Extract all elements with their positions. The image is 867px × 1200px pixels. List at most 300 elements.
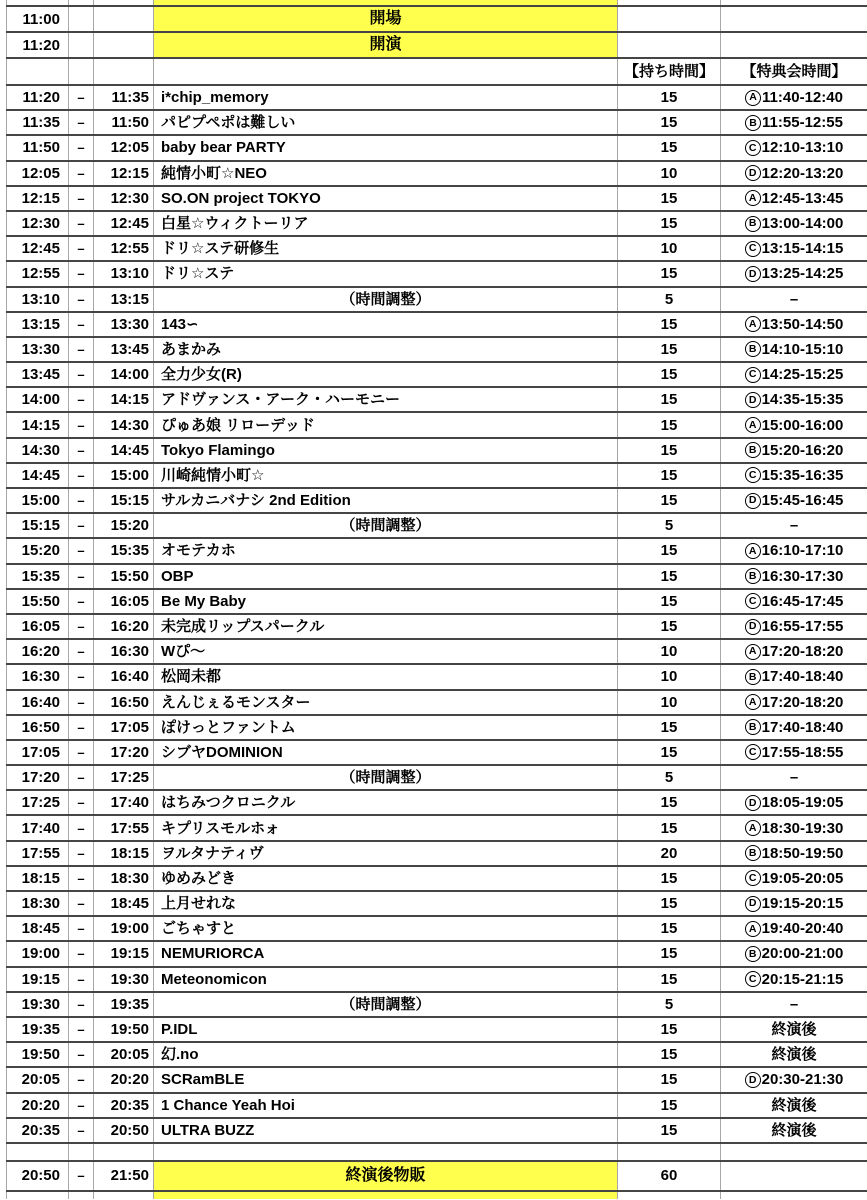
tokuten-cell (720, 388, 867, 411)
duration-cell: 15 (617, 464, 720, 487)
start-time-cell (6, 59, 68, 84)
end-time-cell: 20:35 (93, 1094, 153, 1117)
start-time-cell: 17:20 (6, 766, 68, 789)
tokuten-time: – (789, 517, 799, 535)
tokuten-time: 12:10-13:10 (761, 139, 844, 157)
tokuten-time: 20:30-21:30 (761, 1071, 844, 1089)
start-time-cell: 13:30 (6, 338, 68, 361)
duration-cell: 15 (617, 816, 720, 839)
tokuten-slot-badge: D (745, 266, 761, 282)
tokuten-time: 19:15-20:15 (761, 895, 844, 913)
start-time-cell: 12:30 (6, 212, 68, 235)
dash-cell: – (68, 590, 93, 613)
act-name-cell: キプリスモルホォ (153, 816, 617, 839)
act-name-cell: 川崎純情小町☆ (153, 464, 617, 487)
start-time-cell: 14:45 (6, 464, 68, 487)
timetable-row (6, 590, 867, 615)
act-name-cell: P.IDL (153, 1018, 617, 1041)
dash-cell: – (68, 162, 93, 185)
timetable-row (6, 363, 867, 388)
tokuten-slot-badge: C (745, 593, 761, 609)
tokuten-cell (720, 338, 867, 361)
end-time-cell: 16:20 (93, 615, 153, 638)
tokuten-header: 【特典会時間】 (720, 59, 867, 84)
tokuten-time: 13:50-14:50 (761, 315, 844, 333)
dash-cell: – (68, 842, 93, 865)
dash-cell: – (68, 313, 93, 336)
tokuten-time: 19:40-20:40 (761, 920, 844, 938)
highlight-label-cell (153, 1192, 617, 1200)
start-time-cell: 16:20 (6, 640, 68, 663)
timetable-row (6, 33, 867, 59)
end-time-cell: 16:05 (93, 590, 153, 613)
duration-cell: 15 (617, 313, 720, 336)
timetable-row (6, 1119, 867, 1144)
tokuten-time: 15:45-16:45 (761, 492, 844, 510)
timetable-row (6, 237, 867, 262)
tokuten-time: 15:20-16:20 (761, 441, 844, 459)
timetable-row (6, 413, 867, 438)
start-time-cell (6, 0, 68, 5)
tokuten-time: 17:55-18:55 (761, 743, 844, 761)
timetable-row (6, 464, 867, 489)
act-name-cell: SO.ON project TOKYO (153, 187, 617, 210)
tokuten-slot-badge: B (745, 719, 761, 735)
tokuten-slot-badge: C (745, 140, 761, 156)
tokuten-time: 終演後 (771, 1096, 817, 1114)
dash-cell (68, 1192, 93, 1200)
end-time-cell: 19:30 (93, 968, 153, 991)
end-time-cell: 15:20 (93, 514, 153, 537)
dash-cell: – (68, 111, 93, 134)
act-name-cell: 上月せれな (153, 892, 617, 915)
end-time-cell (93, 0, 153, 5)
start-time-cell: 11:20 (6, 33, 68, 57)
end-time-cell (93, 33, 153, 57)
tokuten-cell (720, 363, 867, 386)
end-time-cell: 18:30 (93, 867, 153, 890)
tokuten-time: 13:15-14:15 (761, 240, 844, 258)
timetable-row (6, 968, 867, 993)
tokuten-cell (720, 1192, 867, 1200)
tokuten-slot-badge: A (745, 820, 761, 836)
dash-cell: – (68, 514, 93, 537)
duration-cell: 15 (617, 615, 720, 638)
end-time-cell: 17:25 (93, 766, 153, 789)
tokuten-slot-badge: A (745, 90, 761, 106)
end-time-cell: 17:05 (93, 716, 153, 739)
duration-cell: 15 (617, 716, 720, 739)
act-name-cell: Meteonomicon (153, 968, 617, 991)
start-time-cell: 16:50 (6, 716, 68, 739)
end-time-cell: 14:15 (93, 388, 153, 411)
duration-cell: 15 (617, 338, 720, 361)
start-time-cell: 12:05 (6, 162, 68, 185)
dash-cell: – (68, 464, 93, 487)
tokuten-slot-badge: D (745, 619, 761, 635)
end-time-cell: 19:50 (93, 1018, 153, 1041)
tokuten-cell (720, 1068, 867, 1091)
timetable-sheet (6, 0, 867, 1199)
tokuten-cell (720, 1018, 867, 1041)
tokuten-time: 13:25-14:25 (761, 265, 844, 283)
tokuten-time: 18:50-19:50 (761, 844, 844, 862)
dash-cell: – (68, 1018, 93, 1041)
tokuten-slot-badge: B (745, 216, 761, 232)
duration-cell: 15 (617, 86, 720, 109)
start-time-cell: 11:00 (6, 7, 68, 31)
end-time-cell: 21:50 (93, 1162, 153, 1190)
act-name-cell: （時間調整） (153, 766, 617, 789)
dash-cell: – (68, 388, 93, 411)
tokuten-cell (720, 7, 867, 31)
tokuten-slot-badge: B (745, 669, 761, 685)
act-name-cell (153, 1144, 617, 1160)
end-time-cell: 12:05 (93, 136, 153, 159)
duration-header: 【持ち時間】 (617, 59, 720, 84)
tokuten-cell (720, 565, 867, 588)
start-time-cell: 14:15 (6, 413, 68, 436)
dash-cell: – (68, 816, 93, 839)
tokuten-slot-badge: B (745, 568, 761, 584)
end-time-cell: 16:30 (93, 640, 153, 663)
highlight-label-cell: 開場 (153, 7, 617, 31)
act-name-cell: 1 Chance Yeah Hoi (153, 1094, 617, 1117)
tokuten-time: – (789, 995, 799, 1013)
duration-cell: 15 (617, 111, 720, 134)
tokuten-cell (720, 1094, 867, 1117)
duration-cell: 15 (617, 1068, 720, 1091)
tokuten-cell (720, 313, 867, 336)
tokuten-slot-badge: B (745, 845, 761, 861)
timetable-row (6, 1068, 867, 1093)
start-time-cell: 20:20 (6, 1094, 68, 1117)
timetable-row (6, 514, 867, 539)
timetable-row (6, 162, 867, 187)
timetable-row (6, 439, 867, 464)
act-name-cell: Wぴ～ (153, 640, 617, 663)
tokuten-time: 12:20-13:20 (761, 164, 844, 182)
tokuten-time: 14:35-15:35 (761, 391, 844, 409)
duration-cell: 10 (617, 162, 720, 185)
tokuten-slot-badge: B (745, 115, 761, 131)
duration-cell: 5 (617, 766, 720, 789)
tokuten-time: 14:25-15:25 (761, 366, 844, 384)
dash-cell: – (68, 942, 93, 965)
end-time-cell: 14:00 (93, 363, 153, 386)
start-time-cell: 11:35 (6, 111, 68, 134)
tokuten-cell (720, 842, 867, 865)
dash-cell (68, 1144, 93, 1160)
dash-cell: – (68, 86, 93, 109)
tokuten-time: 17:40-18:40 (761, 668, 844, 686)
timetable-row (6, 816, 867, 841)
tokuten-time: 11:40-12:40 (762, 89, 843, 107)
end-time-cell: 12:45 (93, 212, 153, 235)
dash-cell (68, 59, 93, 84)
timetable-row (6, 892, 867, 917)
end-time-cell: 12:30 (93, 187, 153, 210)
tokuten-time: – (789, 769, 799, 787)
dash-cell: – (68, 565, 93, 588)
timetable-row (6, 615, 867, 640)
dash-cell: – (68, 539, 93, 562)
tokuten-time: 終演後 (771, 1021, 817, 1039)
duration-cell: 15 (617, 1018, 720, 1041)
dash-cell: – (68, 640, 93, 663)
act-name-cell: はちみつクロニクル (153, 791, 617, 814)
start-time-cell: 11:50 (6, 136, 68, 159)
act-name-cell: ドリ☆ステ研修生 (153, 237, 617, 260)
dash-cell: – (68, 867, 93, 890)
tokuten-time: 20:00-21:00 (761, 945, 844, 963)
tokuten-cell (720, 590, 867, 613)
end-time-cell: 17:55 (93, 816, 153, 839)
tokuten-slot-badge: C (745, 744, 761, 760)
tokuten-slot-badge: D (745, 165, 761, 181)
duration-cell: 20 (617, 842, 720, 865)
tokuten-slot-badge: C (745, 870, 761, 886)
timetable-row (6, 187, 867, 212)
tokuten-cell (720, 892, 867, 915)
timetable-row (6, 565, 867, 590)
start-time-cell: 18:30 (6, 892, 68, 915)
tokuten-cell (720, 1119, 867, 1142)
duration-cell (617, 0, 720, 5)
duration-cell (617, 1144, 720, 1160)
tokuten-time: 19:05-20:05 (761, 869, 844, 887)
timetable-row (6, 313, 867, 338)
act-name-cell: オモテカホ (153, 539, 617, 562)
timetable-row (6, 288, 867, 313)
tokuten-cell (720, 1043, 867, 1066)
start-time-cell: 19:30 (6, 993, 68, 1016)
tokuten-cell (720, 993, 867, 1016)
act-name-cell: 白星☆ウィクトーリア (153, 212, 617, 235)
tokuten-cell (720, 237, 867, 260)
act-name-cell: ULTRA BUZZ (153, 1119, 617, 1142)
timetable-row (6, 691, 867, 716)
timetable-row (6, 842, 867, 867)
act-name-cell (153, 59, 617, 84)
duration-cell: 15 (617, 439, 720, 462)
act-name-cell: SCRamBLE (153, 1068, 617, 1091)
dash-cell: – (68, 338, 93, 361)
tokuten-time: 13:00-14:00 (761, 215, 844, 233)
duration-cell: 15 (617, 388, 720, 411)
dash-cell: – (68, 187, 93, 210)
end-time-cell: 17:40 (93, 791, 153, 814)
duration-cell: 15 (617, 917, 720, 940)
tokuten-time: – (789, 290, 799, 308)
tokuten-slot-badge: A (745, 316, 761, 332)
tokuten-time: 終演後 (771, 1046, 817, 1064)
end-time-cell: 18:45 (93, 892, 153, 915)
tokuten-cell (720, 816, 867, 839)
start-time-cell: 18:45 (6, 917, 68, 940)
tokuten-cell (720, 1162, 867, 1190)
tokuten-cell (720, 86, 867, 109)
tokuten-cell (720, 539, 867, 562)
timetable-row (6, 539, 867, 564)
duration-cell: 15 (617, 565, 720, 588)
dash-cell: – (68, 691, 93, 714)
end-time-cell: 20:05 (93, 1043, 153, 1066)
tokuten-time: 16:10-17:10 (761, 542, 844, 560)
dash-cell (68, 7, 93, 31)
tokuten-slot-badge: A (745, 190, 761, 206)
act-name-cell: アドヴァンス・アーク・ハーモニー (153, 388, 617, 411)
end-time-cell: 13:30 (93, 313, 153, 336)
dash-cell: – (68, 439, 93, 462)
act-name-cell: 幻.no (153, 1043, 617, 1066)
start-time-cell: 16:40 (6, 691, 68, 714)
tokuten-slot-badge: B (745, 341, 761, 357)
duration-cell: 15 (617, 136, 720, 159)
tokuten-cell (720, 0, 867, 5)
start-time-cell: 19:15 (6, 968, 68, 991)
timetable-row (6, 388, 867, 413)
act-name-cell: OBP (153, 565, 617, 588)
timetable-row (6, 212, 867, 237)
tokuten-time: 12:45-13:45 (761, 189, 844, 207)
start-time-cell: 17:25 (6, 791, 68, 814)
timetable-row (6, 136, 867, 161)
tokuten-slot-badge: A (745, 543, 761, 559)
tokuten-cell (720, 741, 867, 764)
start-time-cell: 11:20 (6, 86, 68, 109)
timetable-row (6, 262, 867, 287)
tokuten-cell (720, 766, 867, 789)
end-time-cell: 20:20 (93, 1068, 153, 1091)
duration-cell: 5 (617, 993, 720, 1016)
start-time-cell: 13:10 (6, 288, 68, 311)
timetable-row (6, 741, 867, 766)
tokuten-time: 17:20-18:20 (761, 643, 844, 661)
end-time-cell (93, 1144, 153, 1160)
tokuten-time: 15:00-16:00 (761, 416, 844, 434)
act-name-cell: 143∽ (153, 313, 617, 336)
start-time-cell: 15:15 (6, 514, 68, 537)
duration-cell: 15 (617, 1043, 720, 1066)
timetable-row (6, 867, 867, 892)
tokuten-slot-badge: B (745, 946, 761, 962)
tokuten-slot-badge: D (745, 493, 761, 509)
cropped-highlight-row (6, 1192, 867, 1200)
dash-cell: – (68, 716, 93, 739)
act-name-cell: ごちゃすと (153, 917, 617, 940)
tokuten-cell (720, 716, 867, 739)
start-time-cell: 19:00 (6, 942, 68, 965)
start-time-cell: 12:45 (6, 237, 68, 260)
header-row (6, 59, 867, 86)
end-time-cell: 15:00 (93, 464, 153, 487)
tokuten-cell (720, 791, 867, 814)
timetable-row (6, 1094, 867, 1119)
tokuten-cell (720, 867, 867, 890)
duration-cell: 15 (617, 363, 720, 386)
duration-cell: 15 (617, 741, 720, 764)
tokuten-cell (720, 968, 867, 991)
dash-cell: – (68, 766, 93, 789)
duration-cell: 10 (617, 691, 720, 714)
start-time-cell: 16:05 (6, 615, 68, 638)
tokuten-slot-badge: A (745, 417, 761, 433)
start-time-cell: 17:55 (6, 842, 68, 865)
dash-cell: – (68, 1094, 93, 1117)
end-time-cell (93, 1192, 153, 1200)
dash-cell: – (68, 917, 93, 940)
timetable-row (6, 640, 867, 665)
end-time-cell: 14:45 (93, 439, 153, 462)
tokuten-cell (720, 136, 867, 159)
dash-cell: – (68, 1068, 93, 1091)
timetable-row (6, 7, 867, 33)
start-time-cell: 19:35 (6, 1018, 68, 1041)
dash-cell: – (68, 288, 93, 311)
timetable-row (6, 766, 867, 791)
tokuten-cell (720, 489, 867, 512)
start-time-cell: 15:50 (6, 590, 68, 613)
tokuten-cell (720, 917, 867, 940)
tokuten-cell (720, 691, 867, 714)
dash-cell: – (68, 665, 93, 688)
start-time-cell: 12:55 (6, 262, 68, 285)
act-name-cell: 松岡未都 (153, 665, 617, 688)
end-time-cell: 11:35 (93, 86, 153, 109)
closing-sales-row (6, 1162, 867, 1192)
end-time-cell: 15:15 (93, 489, 153, 512)
end-time-cell (93, 7, 153, 31)
timetable-row (6, 1043, 867, 1068)
timetable-row (6, 993, 867, 1018)
act-name-cell: 純情小町☆NEO (153, 162, 617, 185)
end-time-cell (93, 59, 153, 84)
tokuten-time: 17:40-18:40 (761, 718, 844, 736)
act-name-cell: ぴゅあ娘 リローデッド (153, 413, 617, 436)
act-name-cell: （時間調整） (153, 514, 617, 537)
tokuten-time: 14:10-15:10 (761, 340, 844, 358)
start-time-cell: 20:05 (6, 1068, 68, 1091)
tokuten-time: 17:20-18:20 (761, 693, 844, 711)
act-name-cell: あまかみ (153, 338, 617, 361)
tokuten-slot-badge: B (745, 442, 761, 458)
end-time-cell: 16:50 (93, 691, 153, 714)
act-name-cell: NEMURIORCA (153, 942, 617, 965)
end-time-cell: 15:50 (93, 565, 153, 588)
dash-cell: – (68, 413, 93, 436)
act-name-cell: ヲルタナティヴ (153, 842, 617, 865)
end-time-cell: 11:50 (93, 111, 153, 134)
tokuten-cell (720, 262, 867, 285)
dash-cell: – (68, 1043, 93, 1066)
dash-cell: – (68, 136, 93, 159)
act-name-cell: i*chip_memory (153, 86, 617, 109)
duration-cell: 10 (617, 640, 720, 663)
duration-cell: 15 (617, 212, 720, 235)
dash-cell: – (68, 363, 93, 386)
tokuten-cell (720, 665, 867, 688)
dash-cell: – (68, 615, 93, 638)
timetable-row (6, 489, 867, 514)
tokuten-cell (720, 212, 867, 235)
start-time-cell: 13:15 (6, 313, 68, 336)
act-name-cell: 未完成リップスパークル (153, 615, 617, 638)
tokuten-cell (720, 413, 867, 436)
start-time-cell: 17:40 (6, 816, 68, 839)
dash-cell: – (68, 1119, 93, 1142)
tokuten-slot-badge: C (745, 971, 761, 987)
